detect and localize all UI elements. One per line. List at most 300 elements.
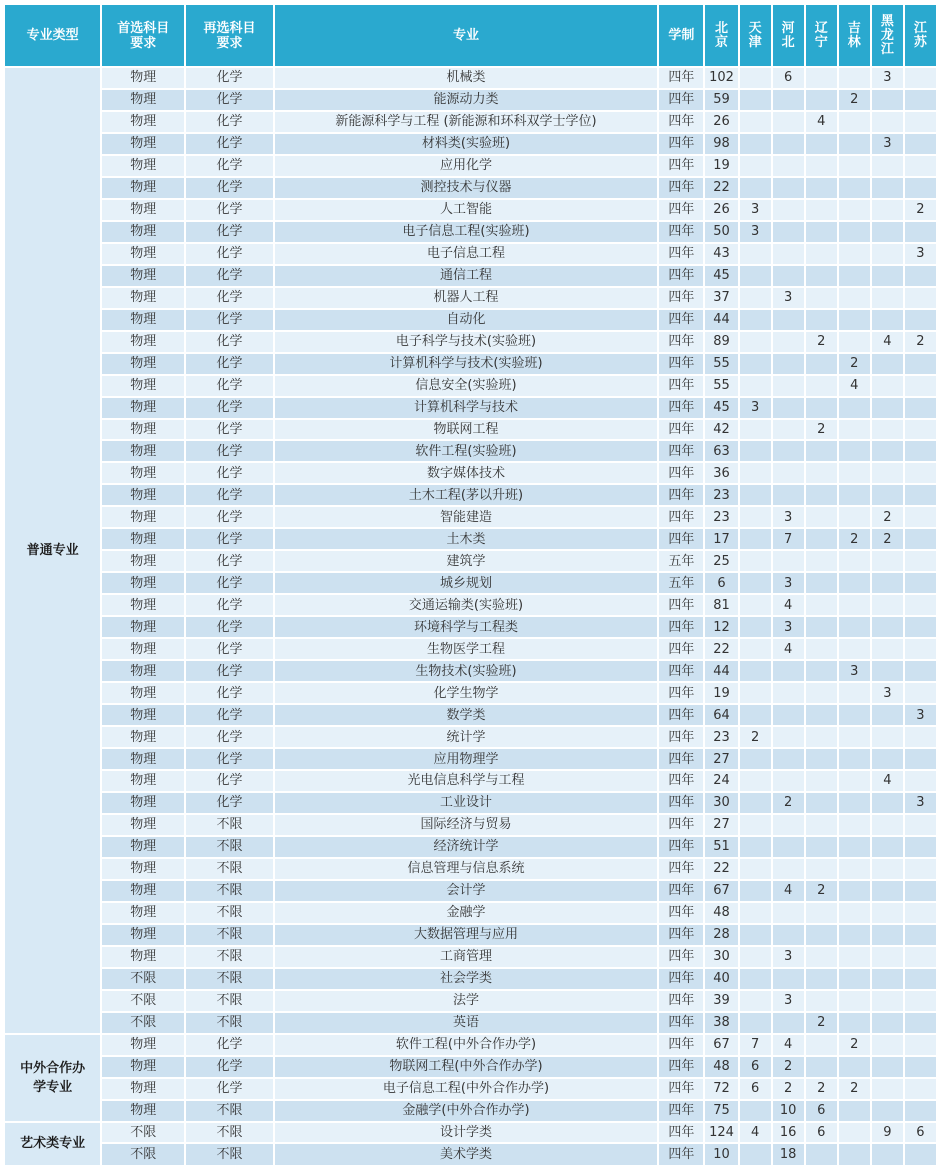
table-row: [5, 1057, 936, 1077]
quota-cell: [839, 969, 870, 989]
major-cell: 城乡规划: [275, 573, 658, 593]
quota-cell: [905, 134, 936, 154]
quota-cell: 7: [773, 529, 804, 549]
second-subject-cell: 化学: [186, 551, 272, 571]
second-subject-cell: 化学: [186, 244, 272, 264]
quota-cell: [806, 376, 837, 396]
duration-cell: 四年: [659, 529, 703, 549]
header-type: 专业类型: [5, 5, 100, 66]
quota-cell: [839, 903, 870, 923]
second-subject-cell: 化学: [186, 617, 272, 637]
quota-cell: 2: [806, 1013, 837, 1033]
quota-cell: [905, 112, 936, 132]
major-cell: 材料类(实验班): [275, 134, 658, 154]
major-cell: 法学: [275, 991, 658, 1011]
duration-cell: 四年: [659, 837, 703, 857]
quota-cell: [905, 991, 936, 1011]
duration-cell: 四年: [659, 947, 703, 967]
quota-cell: 3: [905, 705, 936, 725]
second-subject-cell: 不限: [186, 837, 272, 857]
quota-cell: [773, 705, 804, 725]
major-cell: 机械类: [275, 68, 658, 88]
quota-cell: [839, 925, 870, 945]
table-row: [5, 441, 936, 461]
first-subject-cell: 物理: [102, 112, 184, 132]
second-subject-cell: 化学: [186, 573, 272, 593]
table-row: [5, 68, 936, 88]
quota-cell: [872, 266, 903, 286]
quota-cell: [839, 244, 870, 264]
major-cell: 工业设计: [275, 793, 658, 813]
quota-cell: 48: [705, 903, 737, 923]
quota-cell: [905, 837, 936, 857]
quota-cell: [905, 771, 936, 791]
first-subject-cell: 物理: [102, 1057, 184, 1077]
major-cell: 数字媒体技术: [275, 463, 658, 483]
quota-cell: [773, 683, 804, 703]
quota-cell: [872, 991, 903, 1011]
quota-cell: [773, 815, 804, 835]
quota-cell: [740, 551, 771, 571]
quota-cell: [806, 661, 837, 681]
quota-cell: [773, 420, 804, 440]
quota-cell: 64: [705, 705, 737, 725]
first-subject-cell: 不限: [102, 969, 184, 989]
quota-cell: 98: [705, 134, 737, 154]
quota-cell: [905, 485, 936, 505]
quota-cell: [740, 947, 771, 967]
second-subject-cell: 不限: [186, 903, 272, 923]
quota-cell: [839, 222, 870, 242]
table-row: [5, 310, 936, 330]
quota-cell: [905, 573, 936, 593]
second-subject-cell: 化学: [186, 683, 272, 703]
major-cell: 通信工程: [275, 266, 658, 286]
quota-cell: [740, 1101, 771, 1121]
table-row: [5, 156, 936, 176]
quota-cell: 2: [773, 793, 804, 813]
quota-cell: [806, 991, 837, 1011]
second-subject-cell: 化学: [186, 529, 272, 549]
quota-cell: 2: [839, 90, 870, 110]
second-subject-cell: 不限: [186, 1101, 272, 1121]
table-row: [5, 1079, 936, 1099]
quota-cell: [740, 354, 771, 374]
table-row: [5, 573, 936, 593]
quota-cell: 10: [773, 1101, 804, 1121]
quota-cell: [773, 266, 804, 286]
duration-cell: 四年: [659, 222, 703, 242]
major-cell: 应用化学: [275, 156, 658, 176]
major-cell: 英语: [275, 1013, 658, 1033]
duration-cell: 四年: [659, 617, 703, 637]
quota-cell: 42: [705, 420, 737, 440]
quota-cell: 23: [705, 485, 737, 505]
major-cell: 工商管理: [275, 947, 658, 967]
quota-cell: [905, 420, 936, 440]
second-subject-cell: 不限: [186, 925, 272, 945]
table-row: [5, 947, 936, 967]
quota-cell: [839, 837, 870, 857]
quota-cell: 27: [705, 815, 737, 835]
quota-cell: 4: [773, 595, 804, 615]
first-subject-cell: 物理: [102, 859, 184, 879]
quota-cell: [872, 1079, 903, 1099]
quota-cell: [773, 310, 804, 330]
duration-cell: 四年: [659, 991, 703, 1011]
quota-cell: [806, 727, 837, 747]
second-subject-cell: 化学: [186, 661, 272, 681]
quota-cell: 6: [740, 1057, 771, 1077]
second-subject-cell: 不限: [186, 1144, 272, 1165]
first-subject-cell: 不限: [102, 1144, 184, 1165]
quota-cell: [872, 749, 903, 769]
quota-cell: [839, 1013, 870, 1033]
first-subject-cell: 物理: [102, 310, 184, 330]
quota-cell: [872, 793, 903, 813]
major-cell: 新能源科学与工程 (新能源和环科双学士学位): [275, 112, 658, 132]
table-row: [5, 1013, 936, 1033]
quota-cell: [806, 310, 837, 330]
quota-cell: [872, 398, 903, 418]
first-subject-cell: 物理: [102, 705, 184, 725]
quota-cell: [740, 573, 771, 593]
second-subject-cell: 化学: [186, 178, 272, 198]
quota-cell: 27: [705, 749, 737, 769]
quota-cell: [806, 551, 837, 571]
major-cell: 电子信息工程(实验班): [275, 222, 658, 242]
quota-cell: 40: [705, 969, 737, 989]
quota-cell: 6: [806, 1123, 837, 1143]
first-subject-cell: 物理: [102, 288, 184, 308]
quota-cell: [806, 837, 837, 857]
quota-cell: 2: [905, 332, 936, 352]
quota-cell: 6: [806, 1101, 837, 1121]
duration-cell: 四年: [659, 859, 703, 879]
second-subject-cell: 不限: [186, 947, 272, 967]
quota-cell: 3: [905, 244, 936, 264]
first-subject-cell: 物理: [102, 639, 184, 659]
duration-cell: 四年: [659, 903, 703, 923]
quota-cell: 6: [705, 573, 737, 593]
first-subject-cell: 物理: [102, 178, 184, 198]
first-subject-cell: 不限: [102, 991, 184, 1011]
quota-cell: [806, 485, 837, 505]
duration-cell: 四年: [659, 749, 703, 769]
quota-cell: 3: [872, 68, 903, 88]
quota-cell: [740, 793, 771, 813]
second-subject-cell: 化学: [186, 749, 272, 769]
duration-cell: 四年: [659, 595, 703, 615]
major-cell: 环境科学与工程类: [275, 617, 658, 637]
first-subject-cell: 物理: [102, 398, 184, 418]
first-subject-cell: 物理: [102, 595, 184, 615]
quota-cell: [905, 727, 936, 747]
quota-cell: 22: [705, 639, 737, 659]
second-subject-cell: 不限: [186, 815, 272, 835]
quota-cell: [872, 441, 903, 461]
table-body: [5, 68, 936, 1165]
quota-cell: 9: [872, 1123, 903, 1143]
quota-cell: 67: [705, 881, 737, 901]
quota-cell: [905, 529, 936, 549]
quota-cell: [740, 881, 771, 901]
quota-cell: [806, 288, 837, 308]
quota-cell: 51: [705, 837, 737, 857]
quota-cell: 3: [839, 661, 870, 681]
quota-cell: [740, 925, 771, 945]
duration-cell: 四年: [659, 112, 703, 132]
first-subject-cell: 物理: [102, 551, 184, 571]
second-subject-cell: 化学: [186, 705, 272, 725]
first-subject-cell: 物理: [102, 573, 184, 593]
quota-cell: [806, 1057, 837, 1077]
quota-cell: [905, 595, 936, 615]
major-cell: 光电信息科学与工程: [275, 771, 658, 791]
table-row: [5, 178, 936, 198]
quota-cell: [740, 529, 771, 549]
quota-cell: 4: [872, 771, 903, 791]
major-cell: 软件工程(中外合作办学): [275, 1035, 658, 1055]
quota-cell: [773, 749, 804, 769]
quota-cell: [872, 420, 903, 440]
quota-cell: 25: [705, 551, 737, 571]
quota-cell: 28: [705, 925, 737, 945]
quota-cell: 2: [872, 529, 903, 549]
quota-cell: 24: [705, 771, 737, 791]
duration-cell: 四年: [659, 1079, 703, 1099]
quota-cell: [773, 837, 804, 857]
first-subject-cell: 物理: [102, 683, 184, 703]
quota-cell: [806, 244, 837, 264]
admission-plan-table: [3, 3, 938, 1167]
major-cell: 美术学类: [275, 1144, 658, 1165]
quota-cell: [773, 771, 804, 791]
major-cell: 物联网工程(中外合作办学): [275, 1057, 658, 1077]
quota-cell: 63: [705, 441, 737, 461]
major-cell: 自动化: [275, 310, 658, 330]
quota-cell: [806, 90, 837, 110]
major-cell: 国际经济与贸易: [275, 815, 658, 835]
duration-cell: 四年: [659, 398, 703, 418]
first-subject-cell: 物理: [102, 244, 184, 264]
major-cell: 计算机科学与技术(实验班): [275, 354, 658, 374]
quota-cell: 26: [705, 200, 737, 220]
table-row: [5, 1123, 936, 1143]
table-row: [5, 969, 936, 989]
table-header: [5, 5, 936, 66]
quota-cell: [872, 705, 903, 725]
quota-cell: 19: [705, 683, 737, 703]
quota-cell: [740, 771, 771, 791]
major-cell: 能源动力类: [275, 90, 658, 110]
second-subject-cell: 化学: [186, 1057, 272, 1077]
quota-cell: [905, 463, 936, 483]
quota-cell: 36: [705, 463, 737, 483]
quota-cell: [872, 947, 903, 967]
quota-cell: 55: [705, 376, 737, 396]
duration-cell: 四年: [659, 1035, 703, 1055]
group-label: 艺术类专业: [5, 1123, 100, 1166]
quota-cell: [806, 859, 837, 879]
quota-cell: [839, 485, 870, 505]
quota-cell: [773, 1013, 804, 1033]
first-subject-cell: 不限: [102, 1013, 184, 1033]
quota-cell: 4: [872, 332, 903, 352]
major-cell: 化学生物学: [275, 683, 658, 703]
quota-cell: 26: [705, 112, 737, 132]
quota-cell: [872, 859, 903, 879]
duration-cell: 五年: [659, 551, 703, 571]
quota-cell: [872, 925, 903, 945]
table-row: [5, 727, 936, 747]
quota-cell: 3: [740, 222, 771, 242]
duration-cell: 四年: [659, 310, 703, 330]
header-province-hebei: 河北: [773, 5, 804, 66]
table-row: [5, 925, 936, 945]
quota-cell: 72: [705, 1079, 737, 1099]
header-province-jiangsu: 江苏: [905, 5, 936, 66]
quota-cell: [806, 683, 837, 703]
duration-cell: 四年: [659, 1123, 703, 1143]
quota-cell: [806, 398, 837, 418]
table-row: [5, 266, 936, 286]
second-subject-cell: 化学: [186, 441, 272, 461]
quota-cell: [872, 288, 903, 308]
second-subject-cell: 化学: [186, 376, 272, 396]
table-row: [5, 332, 936, 352]
quota-cell: [773, 156, 804, 176]
second-subject-cell: 化学: [186, 398, 272, 418]
second-subject-cell: 化学: [186, 90, 272, 110]
quota-cell: [905, 639, 936, 659]
quota-cell: [905, 551, 936, 571]
table-row: [5, 1101, 936, 1121]
quota-cell: 44: [705, 661, 737, 681]
quota-cell: [740, 332, 771, 352]
quota-cell: [806, 815, 837, 835]
second-subject-cell: 化学: [186, 156, 272, 176]
major-cell: 电子科学与技术(实验班): [275, 332, 658, 352]
duration-cell: 四年: [659, 925, 703, 945]
major-cell: 数学类: [275, 705, 658, 725]
duration-cell: 四年: [659, 441, 703, 461]
quota-cell: [806, 68, 837, 88]
quota-cell: 2: [839, 1035, 870, 1055]
major-cell: 社会学类: [275, 969, 658, 989]
quota-cell: [806, 266, 837, 286]
second-subject-cell: 化学: [186, 595, 272, 615]
first-subject-cell: 物理: [102, 529, 184, 549]
quota-cell: [872, 639, 903, 659]
quota-cell: [773, 398, 804, 418]
quota-cell: [839, 705, 870, 725]
quota-cell: [905, 1079, 936, 1099]
quota-cell: 2: [806, 1079, 837, 1099]
quota-cell: [806, 463, 837, 483]
quota-cell: [740, 112, 771, 132]
table-row: [5, 288, 936, 308]
duration-cell: 四年: [659, 771, 703, 791]
quota-cell: [740, 310, 771, 330]
quota-cell: [872, 1144, 903, 1165]
table-row: [5, 507, 936, 527]
group-label: 普通专业: [5, 68, 100, 1033]
quota-cell: [839, 200, 870, 220]
quota-cell: [740, 661, 771, 681]
quota-cell: 4: [773, 881, 804, 901]
quota-cell: [839, 947, 870, 967]
second-subject-cell: 不限: [186, 1123, 272, 1143]
quota-cell: 22: [705, 178, 737, 198]
quota-cell: [740, 441, 771, 461]
quota-cell: [872, 485, 903, 505]
quota-cell: [806, 969, 837, 989]
major-cell: 会计学: [275, 881, 658, 901]
quota-cell: 45: [705, 266, 737, 286]
quota-cell: [839, 178, 870, 198]
quota-cell: [839, 573, 870, 593]
duration-cell: 四年: [659, 1013, 703, 1033]
quota-cell: [872, 354, 903, 374]
second-subject-cell: 化学: [186, 310, 272, 330]
quota-cell: 6: [740, 1079, 771, 1099]
duration-cell: 四年: [659, 178, 703, 198]
quota-cell: 17: [705, 529, 737, 549]
table-row: [5, 529, 936, 549]
quota-cell: [905, 859, 936, 879]
second-subject-cell: 化学: [186, 463, 272, 483]
quota-cell: [806, 222, 837, 242]
quota-cell: 43: [705, 244, 737, 264]
quota-cell: [806, 771, 837, 791]
quota-cell: 7: [740, 1035, 771, 1055]
header-second-subject: 再选科目要求: [186, 5, 272, 66]
quota-cell: [740, 90, 771, 110]
quota-cell: [806, 1144, 837, 1165]
quota-cell: 3: [773, 288, 804, 308]
header-duration: 学制: [659, 5, 703, 66]
table-row: [5, 376, 936, 396]
header-province-heilongjiang: 黑龙江: [872, 5, 903, 66]
quota-cell: 18: [773, 1144, 804, 1165]
quota-cell: [740, 288, 771, 308]
quota-cell: 3: [872, 134, 903, 154]
first-subject-cell: 物理: [102, 1035, 184, 1055]
quota-cell: [740, 1144, 771, 1165]
quota-cell: [839, 639, 870, 659]
quota-cell: [839, 332, 870, 352]
first-subject-cell: 物理: [102, 1101, 184, 1121]
second-subject-cell: 化学: [186, 1035, 272, 1055]
second-subject-cell: 化学: [186, 727, 272, 747]
first-subject-cell: 物理: [102, 661, 184, 681]
quota-cell: [806, 925, 837, 945]
first-subject-cell: 物理: [102, 376, 184, 396]
quota-cell: 89: [705, 332, 737, 352]
quota-cell: 2: [839, 1079, 870, 1099]
table-row: [5, 705, 936, 725]
quota-cell: 55: [705, 354, 737, 374]
duration-cell: 四年: [659, 485, 703, 505]
quota-cell: 39: [705, 991, 737, 1011]
duration-cell: 四年: [659, 727, 703, 747]
quota-cell: [839, 551, 870, 571]
first-subject-cell: 物理: [102, 1079, 184, 1099]
quota-cell: [872, 376, 903, 396]
first-subject-cell: 物理: [102, 881, 184, 901]
quota-cell: [905, 376, 936, 396]
